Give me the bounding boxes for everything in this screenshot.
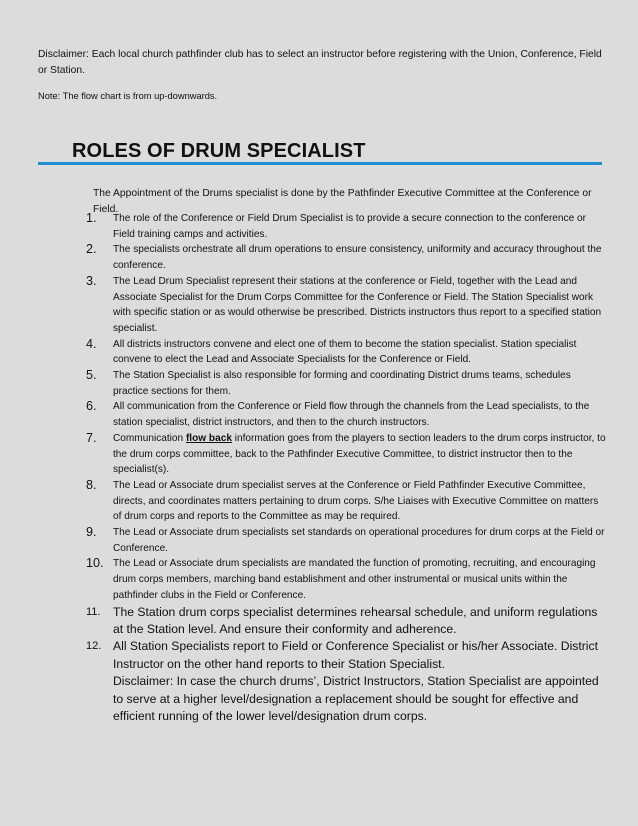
list-number: 1. [86,211,97,225]
list-item [86,431,606,478]
flow-chart-note: Note: The flow chart is from up-downwards. [38,91,218,101]
list-number: 9. [86,525,97,540]
list-text-part: All Station Specialists report to Field or Conference Specialist or his/her Associate. District Instructor on the other hand reports to their Station Specialist. [113,639,598,671]
list-number: 2. [86,242,97,257]
intro-paragraph: The Appointment of the Drums specialist is done by the Pathfinder Executive Committee at the Conference or Field. [93,188,592,215]
list-text [113,431,606,478]
list-number: 10. [86,556,104,571]
list-text: The specialists orchestrate all drum operations to ensure consistency, uniformity and accuracy throughout the conference. [113,244,602,272]
list-item [86,525,606,556]
list-item [86,478,606,525]
list-item [86,242,606,273]
list-text: All districts instructors convene and elect one of them to become the station specialist. Station specialist convene to elect the Lead and Associate Specialists for the Conference or Field. [113,338,577,366]
list-item [86,368,606,399]
list-number: 6. [86,399,97,414]
list-number: 5. [86,368,97,383]
list-item [86,638,606,725]
list-text [113,638,606,725]
list-text: The Lead or Associate drum specialist serves at the Conference or Field Pathfinder Executive Committee, directs, and coordinates matters pertaining to drum corps. S/he Liaises with Executive Committee on matters of drum corps and reports to the Committee as may be required. [113,479,599,523]
list-text-part: information goes from the players to section leaders to the drum corps instructor, to the drum corps committee, back to the Pathfinder Executive Committee, to district instructor then to the specialist(s). [113,432,606,476]
list-text-part: Communication [113,432,186,444]
list-text: The Lead or Associate drum specialists are mandated the function of promoting, recruiting, and encouraging drum corps members, marching band establishment and other instrumental or musical units within the pathfinder clubs in the Field or Conference. [113,558,596,601]
list-number: 4. [86,336,97,351]
list-number: 8. [86,477,97,492]
list-text: All communication from the Conference or Field flow through the channels from the Lead specialists, to the station specialist, district instructors, and then to the church instructors. [113,401,590,429]
list-item [86,274,606,337]
page-title: ROLES OF DRUM SPECIALIST [72,140,366,162]
list-number: 12. [86,640,102,653]
list-item [86,556,606,603]
list-number: 3. [86,273,97,288]
heading-underline [38,162,602,165]
list-number: 7. [86,430,97,445]
flow-back-link[interactable]: flow back [185,432,232,444]
list-item [86,399,606,430]
list-number: 11. [86,605,101,618]
disclaimer-text: Disclaimer: Each local church pathfinder club has to select an instructor before registering with the Union, Conference, Field or Station. [38,49,602,76]
roles-list [86,211,606,725]
list-text: The Station drum corps specialist determines rehearsal schedule, and uniform regulations at the Station level. And ensure their conformity and adherence. [113,604,598,636]
list-item [86,337,606,368]
list-text: The Lead Drum Specialist represent their stations at the conference or Field, together with the Lead and Associate Specialist for the Drum Corps Committee for the Conference or Field. The Station Specialist work with specific station or as would otherwise be prescribed. Districts instructors thus report to a specified station specialist. [113,275,602,334]
list-text: The role of the Conference or Field Drum Specialist is to provide a secure connection to the conference or Field training camps and activities. [113,213,586,240]
list-text: The Lead or Associate drum specialists set standards on operational procedures for drum corps at the Field or Conference. [113,527,605,554]
disclaimer-note: Disclaimer: In case the church drums’, District Instructors, Station Specialist are appointed to serve at a higher level/designation a replacement should be sought for effective and efficient running of the lower level/designation drum corps. [113,674,599,724]
list-text: The Station Specialist is also responsible for forming and coordinating District drums teams, schedules practice sections for them. [113,370,571,397]
list-item [86,604,606,639]
list-item [86,211,606,242]
